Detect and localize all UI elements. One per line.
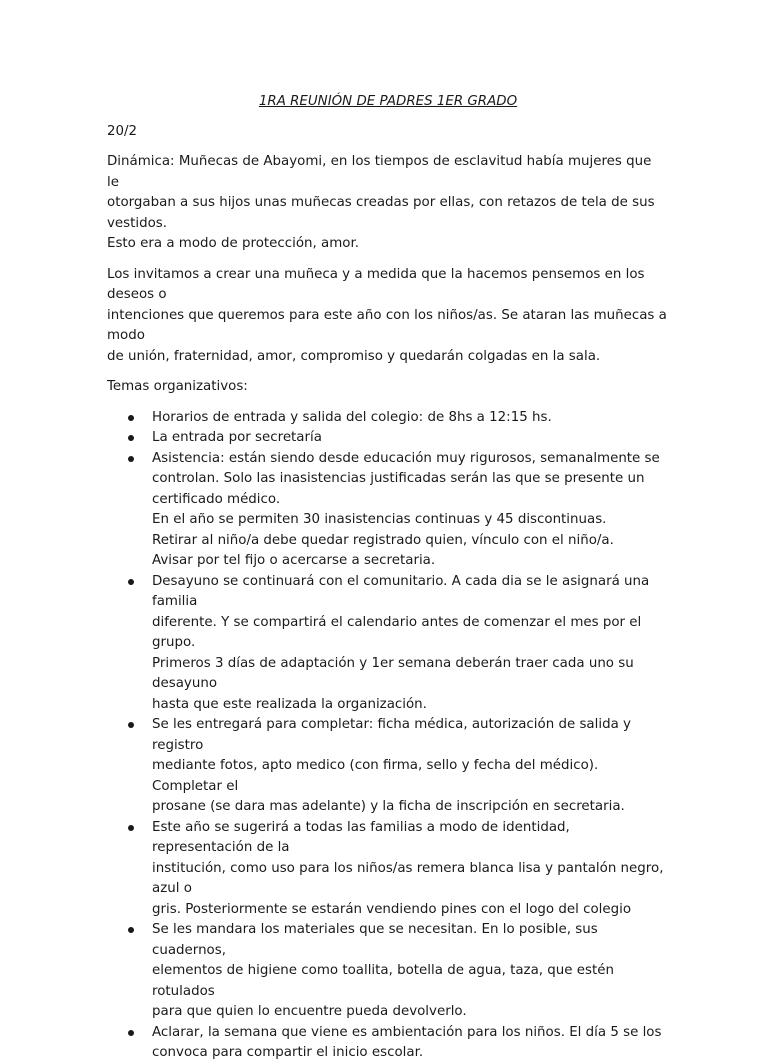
list-item [107,408,667,429]
list-item-line: elementos de higiene como toallita, botella de agua, taza, que estén rotulados [152,963,614,999]
list-item-line: institución, como uso para los niños/as remera blanca lisa y pantalón negro, azul o [152,860,664,896]
topics-list [107,408,667,1064]
list-item-line: controlan. Solo las inasistencias justificadas serán las que se presente un [152,471,645,486]
list-item-line: Horarios de entrada y salida del colegio: de 8hs a 12:15 hs. [152,409,552,425]
paragraph-invitacion [107,265,667,368]
list-item-line: certificado médico. [152,491,281,507]
bullet-icon [128,579,134,585]
paragraph-line: intenciones que queremos para este año con los niños/as. Se ataran las muñecas a modo [107,307,667,343]
list-item [107,920,667,1023]
bullet-icon [128,456,134,462]
list-item-line: Se les entregará para completar: ficha médica, autorización de salida y registro [152,717,631,753]
list-item-line: La entrada por secretaría [152,430,322,445]
list-item-line: Avisar por tel fijo o acercarse a secretaria. [152,553,436,568]
list-item-line: Este año se sugerirá a todas las familias a modo de identidad, representación de la [152,819,570,855]
list-item [107,428,667,449]
bullet-icon [128,435,134,441]
list-item-line: diferente. Y se compartirá el calendario antes de comenzar el mes por el grupo. [152,614,642,650]
list-item-line: mediante fotos, apto medico (con firma, sello y fecha del médico). Completar el [152,758,599,794]
paragraph-dinamica [107,152,667,255]
list-item-line: convoca para compartir el inicio escolar. [152,1045,424,1060]
paragraph-line: de unión, fraternidad, amor, compromiso y quedarán colgadas en la sala. [107,348,601,364]
list-item [107,715,667,818]
bullet-icon [128,927,134,933]
list-item-line: para que quien lo encuentre pueda devolverlo. [152,1004,467,1019]
document-title: 1RA REUNIÓN DE PADRES 1ER GRADO [258,94,518,109]
list-item-line: gris. Posteriormente se estarán vendiendo pines con el logo del colegio [152,901,632,917]
bullet-icon [128,1030,134,1036]
list-item-line: hasta que este realizada la organización. [152,696,427,712]
paragraph-line: otorgaban a sus hijos unas muñecas creadas por ellas, con retazos de tela de sus vestidos. [107,195,655,231]
list-item-line: Primeros 3 días de adaptación y 1er semana deberán traer cada uno su desayuno [152,655,634,691]
list-item [107,572,667,716]
bullet-icon [128,722,134,728]
list-item-line: prosane (se dara mas adelante) y la ficha de inscripción en secretaria. [152,799,625,814]
list-item-line: Desayuno se continuará con el comunitario. A cada dia se le asignará una familia [152,573,650,609]
paragraph-line: Dinámica: Muñecas de Abayomi, en los tiempos de esclavitud había mujeres que le [107,154,652,190]
list-item-line: Retirar al niño/a debe quedar registrado quien, vínculo con el niño/a. [152,532,614,548]
list-item-line: Asistencia: están siendo desde educación muy rigurosos, semanalmente se [152,450,660,466]
list-item-line: Se les mandara los materiales que se necesitan. En lo posible, sus cuadernos, [152,922,598,958]
list-item-line: En el año se permiten 30 inasistencias continuas y 45 discontinuas. [152,512,607,527]
list-item [107,1023,667,1064]
document-date: 20/2 [107,123,138,139]
bullet-icon [128,825,134,831]
list-item [107,449,667,572]
paragraph-line: Esto era a modo de protección, amor. [107,236,359,251]
paragraph-line: Los invitamos a crear una muñeca y a medida que la hacemos pensemos en los deseos o [107,266,645,302]
document-body [107,92,667,1064]
bullet-icon [128,415,134,421]
topics-heading: Temas organizativos: [107,379,248,394]
list-item [107,818,667,921]
list-item-line: Aclarar, la semana que viene es ambientación para los niños. El día 5 se los [152,1024,662,1040]
